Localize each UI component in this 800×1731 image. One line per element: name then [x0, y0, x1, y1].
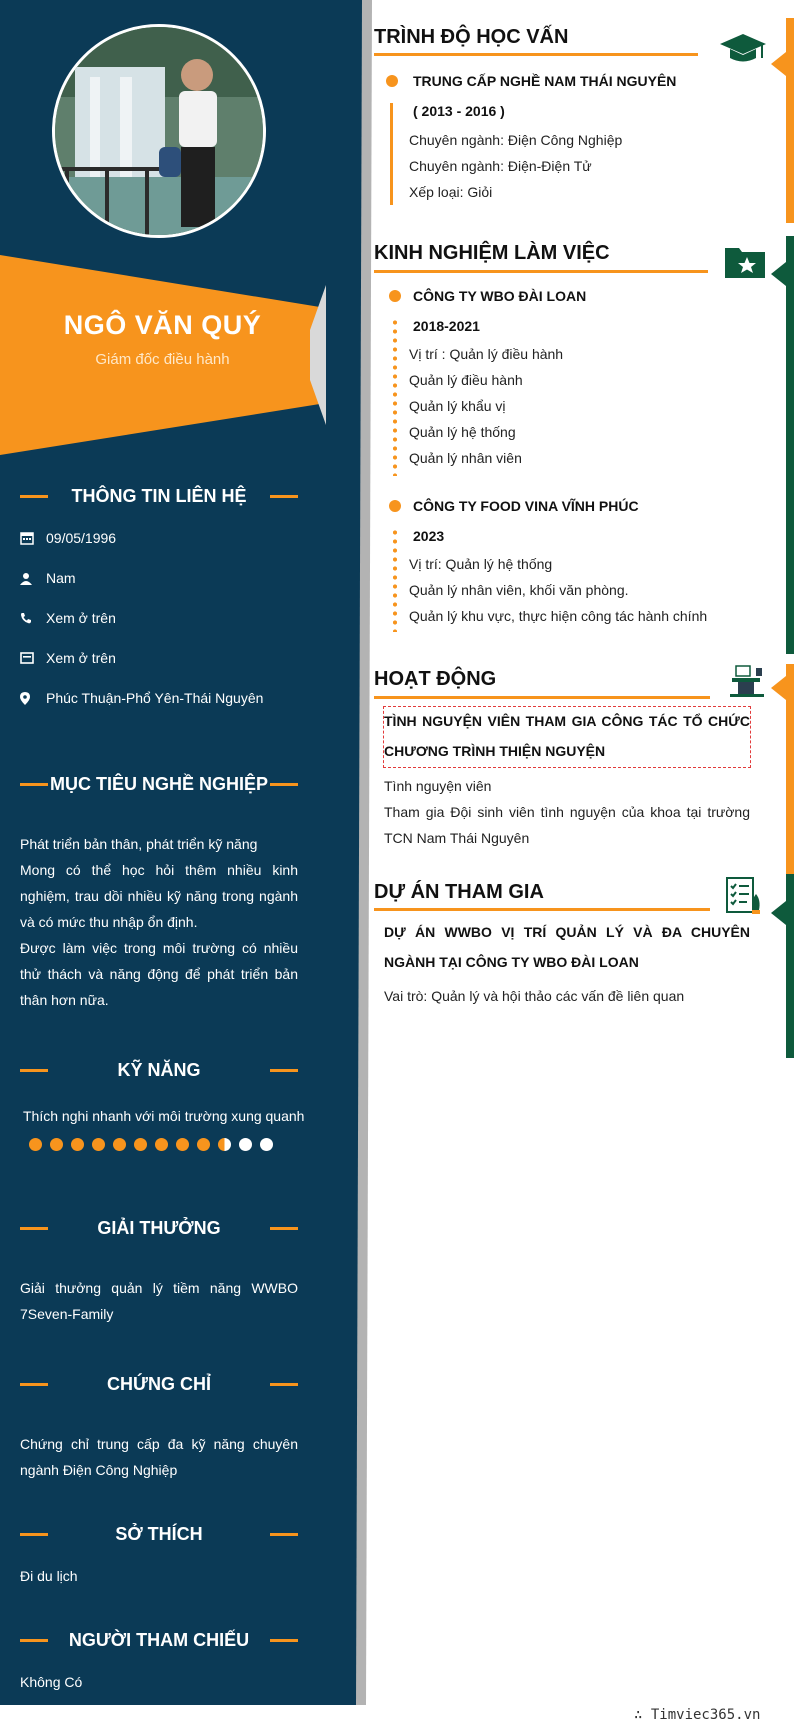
- education-period: ( 2013 - 2016 ): [413, 103, 505, 119]
- job-detail: Quản lý hệ thống: [409, 424, 516, 440]
- job-company: CÔNG TY WBO ĐÀI LOAN: [413, 288, 587, 304]
- profile-header: [0, 310, 325, 368]
- rating-dot-filled: [176, 1138, 189, 1151]
- bullet-dot: [389, 500, 401, 512]
- contact-gender: Nam: [20, 570, 310, 586]
- objective-line: Được làm việc trong môi trường có nhiều thử thách và năng động để phát triển bản thân hơn nữa.: [20, 940, 298, 1008]
- section-rule: [374, 270, 708, 273]
- rating-dot-filled: [71, 1138, 84, 1151]
- projects-heading: DỰ ÁN THAM GIA: [374, 881, 544, 903]
- project-role: Vai trò: Quản lý và hội thảo các vấn đề liên quan: [384, 988, 685, 1004]
- skills-heading: KỸ NĂNG: [20, 1058, 298, 1082]
- contact-address: Phúc Thuận-Phổ Yên-Thái Nguyên: [20, 690, 310, 706]
- phone-icon: [20, 610, 46, 626]
- activity-role: Tình nguyện viên: [384, 778, 492, 794]
- candidate-name: NGÔ VĂN QUÝ: [63, 310, 262, 340]
- contact-birthday: 09/05/1996: [20, 530, 310, 546]
- awards-heading: GIẢI THƯỞNG: [20, 1216, 298, 1240]
- timeline-dots: [393, 528, 397, 632]
- edge-pointer: [771, 676, 786, 700]
- job-company: CÔNG TY FOOD VINA VĨNH PHÚC: [413, 498, 639, 514]
- education-school: TRUNG CẤP NGHỀ NAM THÁI NGUYÊN: [413, 73, 677, 89]
- job-detail: Quản lý khu vực, thực hiện công tác hành chính: [409, 608, 708, 624]
- edge-pointer: [771, 52, 786, 76]
- job-detail: Vị trí: Quản lý hệ thống: [409, 556, 553, 572]
- references-heading: NGƯỜI THAM CHIẾU: [20, 1628, 298, 1652]
- education-detail: Chuyên ngành: Điện Công Nghiệp: [409, 132, 623, 148]
- job-detail: Quản lý khẩu vị: [409, 398, 506, 414]
- timeline-dots: [393, 318, 397, 476]
- job-period: 2023: [413, 528, 445, 544]
- rating-dot-filled: [134, 1138, 147, 1151]
- activity-title-line: TÌNH NGUYỆN VIÊN THAM GIA CÔNG TÁC TỔ CHỨC: [384, 713, 750, 729]
- hobbies-heading: SỞ THÍCH: [20, 1522, 298, 1546]
- references-text: Không Có: [20, 1674, 83, 1690]
- candidate-title: Giám đốc điều hành: [95, 351, 230, 368]
- certificates-heading: CHỨNG CHỈ: [20, 1372, 298, 1396]
- watermark: ∴ Timviec365.vn: [634, 1707, 761, 1723]
- calendar-icon: [20, 530, 46, 546]
- contact-email: Xem ở trên: [20, 650, 310, 666]
- activity-detail: TCN Nam Thái Nguyên: [384, 830, 530, 846]
- timeline-line: [390, 103, 393, 205]
- rating-dot-half: [218, 1138, 231, 1151]
- bullet-dot: [386, 75, 398, 87]
- project-title-line: NGÀNH TẠI CÔNG TY WBO ĐÀI LOAN: [384, 954, 639, 970]
- edge-pointer: [771, 901, 786, 925]
- avatar: [52, 24, 266, 238]
- education-detail: Xếp loại: Giỏi: [409, 184, 493, 200]
- rating-dot-filled: [197, 1138, 210, 1151]
- rating-dot-filled: [113, 1138, 126, 1151]
- skill-rating: [29, 1138, 273, 1151]
- contact-heading: THÔNG TIN LIÊN HỆ: [20, 484, 298, 508]
- education-heading: TRÌNH ĐỘ HỌC VẤN: [374, 26, 569, 48]
- job-period: 2018-2021: [413, 318, 480, 334]
- edge-marker-activities: [786, 664, 794, 874]
- activity-detail: Tham gia Đội sinh viên tình nguyện của khoa tại trường: [384, 804, 750, 820]
- graduation-cap-icon: [720, 32, 766, 71]
- edge-marker-experience: [786, 236, 794, 654]
- edge-pointer: [771, 262, 786, 286]
- section-rule: [374, 696, 710, 699]
- objective-line: Phát triển bản thân, phát triển kỹ năng: [20, 836, 258, 852]
- rating-dot-filled: [50, 1138, 63, 1151]
- objective-heading: MỤC TIÊU NGHỀ NGHIỆP: [20, 772, 298, 796]
- email-icon: [20, 650, 46, 666]
- objective-text: [20, 831, 298, 1013]
- job-detail: Quản lý nhân viên, khối văn phòng.: [409, 582, 629, 598]
- contact-phone: Xem ở trên: [20, 610, 310, 626]
- activities-heading: HOẠT ĐỘNG: [374, 668, 497, 690]
- section-rule: [374, 53, 698, 56]
- job-detail: Quản lý nhân viên: [409, 450, 522, 466]
- education-detail: Chuyên ngành: Điện-Điện Tử: [409, 158, 592, 174]
- objective-line: Mong có thể học hỏi thêm nhiều kinh nghiệm, trau dồi nhiều kỹ năng trong ngành và có mức thu nhập ổn định.: [20, 862, 298, 930]
- project-checklist-icon: [725, 876, 765, 921]
- rating-dot-filled: [155, 1138, 168, 1151]
- certificates-text: Chứng chỉ trung cấp đa kỹ năng chuyên ngành Điện Công Nghiệp: [20, 1436, 298, 1478]
- podium-icon: [728, 664, 766, 703]
- activity-title-line: CHƯƠNG TRÌNH THIỆN NGUYỆN: [384, 743, 606, 759]
- awards-text: Giải thưởng quản lý tiềm năng WWBO 7Seven-Family: [20, 1280, 298, 1322]
- skill-name: Thích nghi nhanh với môi trường xung quanh: [23, 1108, 305, 1124]
- rating-dot-filled: [92, 1138, 105, 1151]
- rating-dot-empty: [239, 1138, 252, 1151]
- job-detail: Quản lý điều hành: [409, 372, 523, 388]
- project-title-line: DỰ ÁN WWBO VỊ TRÍ QUẢN LÝ VÀ ĐA CHUYÊN: [384, 924, 750, 940]
- folder-star-icon: [725, 244, 765, 283]
- section-rule: [374, 908, 710, 911]
- location-icon: [20, 690, 46, 706]
- hobbies-text: Đi du lịch: [20, 1568, 78, 1584]
- job-detail: Vị trí : Quản lý điều hành: [409, 346, 564, 362]
- bullet-dot: [389, 290, 401, 302]
- experience-heading: KINH NGHIỆM LÀM VIỆC: [374, 242, 610, 264]
- rating-dot-empty: [260, 1138, 273, 1151]
- rating-dot-filled: [29, 1138, 42, 1151]
- person-icon: [20, 570, 46, 586]
- edge-marker-projects: [786, 874, 794, 1058]
- edge-marker-education: [786, 18, 794, 223]
